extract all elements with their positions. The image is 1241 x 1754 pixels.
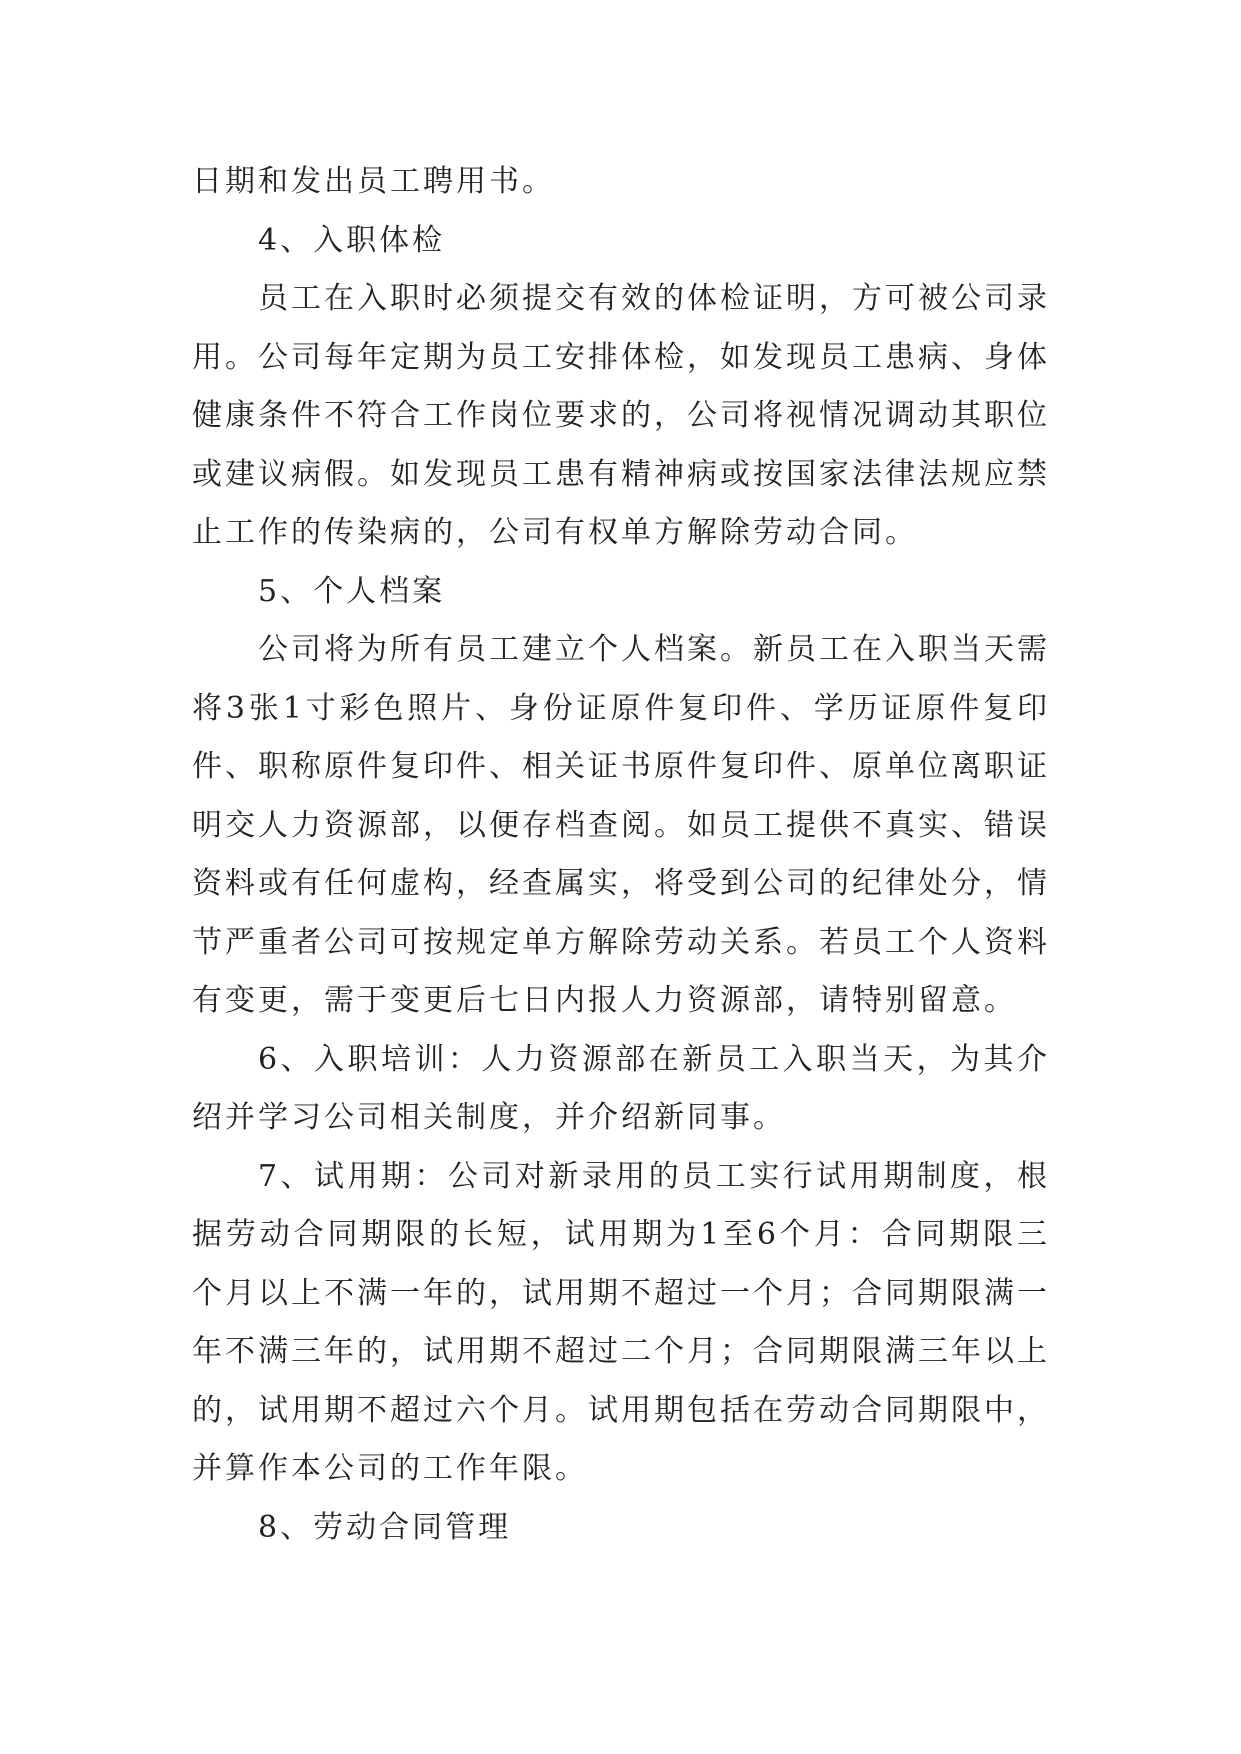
text-line: 的，试用期不超过六个月。试用期包括在劳动合同期限中， [192,1392,1050,1428]
section-heading-text: 5、个人档案 [258,573,446,609]
text-line: 员工在入职时必须提交有效的体检证明，方可被公司录 [258,281,1050,316]
paragraph [192,1031,1050,1148]
text-line: 资料或有任何虚构，经查属实，将受到公司的纪律处分，情 [192,866,1050,901]
text-line: 明交人力资源部，以便存档查阅。如员工提供不真实、错误 [192,807,1050,843]
section-heading-text: 4、入职体检 [258,222,446,258]
text-line: 个月以上不满一年的，试用期不超过一个月；合同期限满一 [192,1275,1050,1311]
text-line: 将3张1寸彩色照片、身份证原件复印件、学历证原件复印 [192,690,1050,726]
section-heading [192,1499,1050,1558]
section-heading-text: 8、劳动合同管理 [258,1509,512,1545]
text-line: 7、试用期：公司对新录用的员工实行试用期制度，根 [258,1158,1050,1194]
paragraph [192,1148,1050,1499]
text-line: 年不满三年的，试用期不超过二个月；合同期限满三年以上 [192,1334,1050,1369]
paragraph [192,621,1050,1031]
text-line: 绍并学习公司相关制度，并介绍新同事。 [192,1100,786,1135]
text-line: 日期和发出员工聘用书。 [192,164,555,199]
text-line: 6、入职培训：人力资源部在新员工入职当天，为其介 [258,1041,1050,1077]
text-line: 并算作本公司的工作年限。 [192,1451,588,1486]
text-line: 据劳动合同期限的长短，试用期为1至6个月：合同期限三 [192,1217,1050,1252]
text-line: 节严重者公司可按规定单方解除劳动关系。若员工个人资料 [192,924,1050,960]
text-line: 有变更，需于变更后七日内报人力资源部，请特别留意。 [192,983,1017,1018]
text-line: 或建议病假。如发现员工患有精神病或按国家法律法规应禁 [192,456,1050,492]
text-line: 公司将为所有员工建立个人档案。新员工在入职当天需 [258,632,1050,667]
section-heading [192,212,1050,271]
text-line: 用。公司每年定期为员工安排体检，如发现员工患病、身体 [192,339,1050,375]
paragraph [192,270,1050,563]
document-body [192,153,1050,1557]
text-line: 止工作的传染病的，公司有权单方解除劳动合同。 [192,515,918,550]
text-line: 件、职称原件复印件、相关证书原件复印件、原单位离职证 [192,749,1050,784]
paragraph-continuation [192,153,1050,212]
section-heading [192,563,1050,622]
text-line: 健康条件不符合工作岗位要求的，公司将视情况调动其职位 [192,398,1050,433]
